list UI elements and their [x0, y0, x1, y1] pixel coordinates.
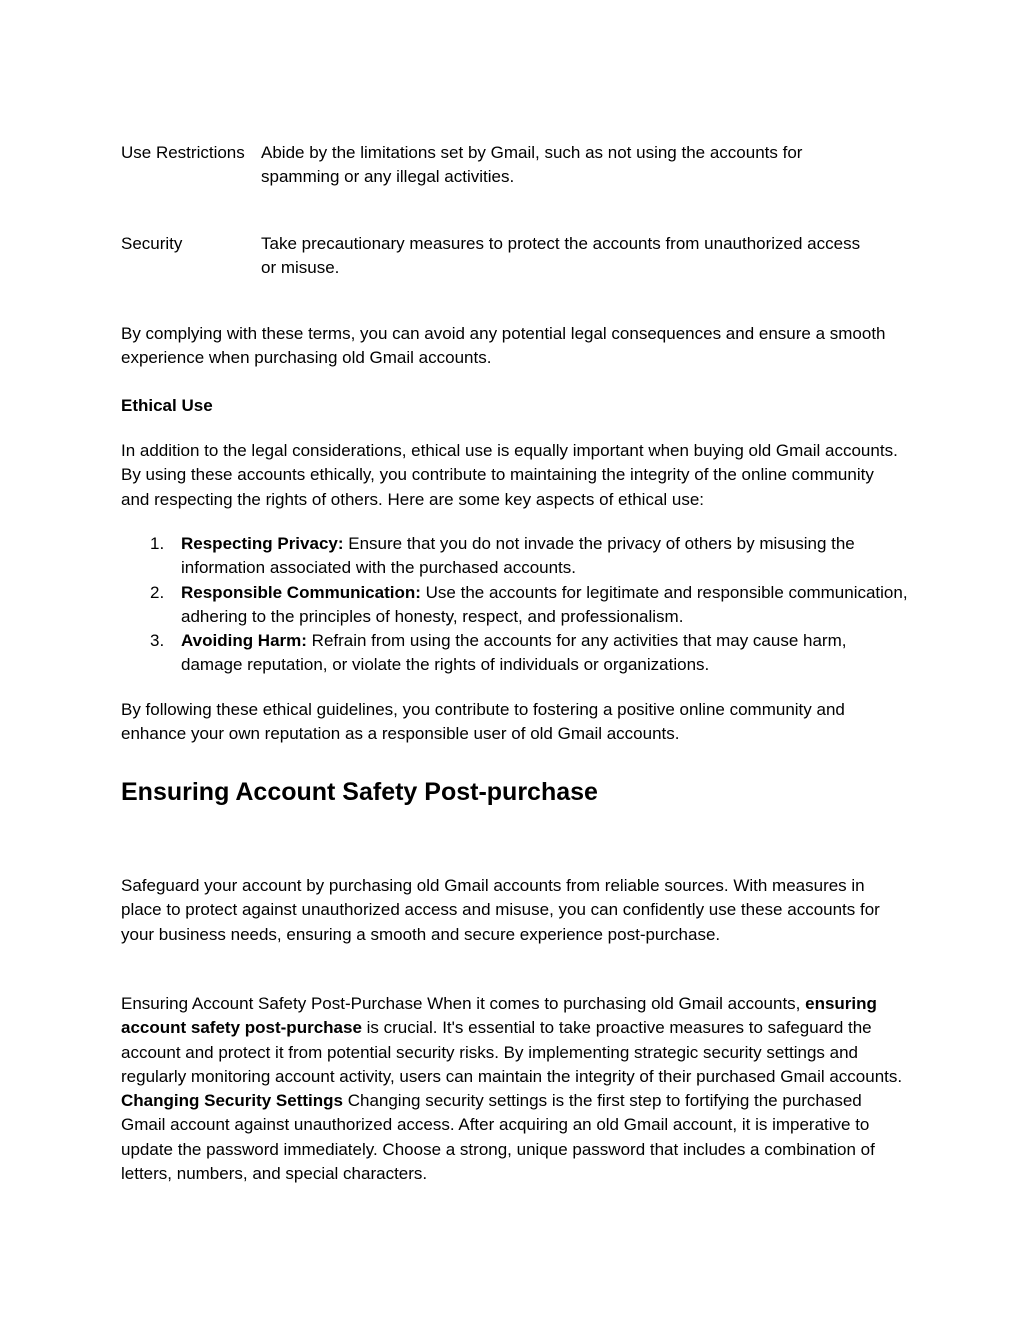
list-item-text: Use the accounts for legitimate and responsible communication, adhering to the principles of honesty, respect, and professionalism.	[181, 582, 908, 626]
text-run: Ensuring Account Safety Post-Purchase When it comes to purchasing old Gmail accounts,	[121, 994, 806, 1013]
bold-phrase: Changing Security Settings	[121, 1091, 343, 1111]
table-term: Security	[121, 234, 183, 253]
list-number: 1.	[150, 534, 165, 553]
safety-paragraph-1: Safeguard your account by purchasing old Gmail accounts from reliable sources. With measures in place to protect against unauthorized access and misuse, you can confidently use these accounts for your business needs, ensuring a smooth and secure experience post-purchase.	[121, 876, 880, 944]
list-item	[121, 629, 911, 678]
ethical-intro-paragraph: In addition to the legal considerations, ethical use is equally important when buying old Gmail accounts. By using these accounts ethically, you contribute to maintaining the integrity of the online community and respecting the rights of others. Here are some key aspects of ethical use:	[121, 441, 898, 509]
table-description: Take precautionary measures to protect the accounts from unauthorized access or misuse.	[261, 234, 861, 277]
table-description: Abide by the limitations set by Gmail, such as not using the accounts for spamming or any illegal activities.	[261, 143, 803, 186]
ethical-conclusion-paragraph: By following these ethical guidelines, you contribute to fostering a positive online community and enhance your own reputation as a responsible user of old Gmail accounts.	[121, 700, 845, 744]
list-item	[121, 581, 911, 630]
list-item-text: Refrain from using the accounts for any activities that may cause harm, damage reputation, or violate the rights of individuals or organizations.	[181, 631, 847, 675]
table-term: Use Restrictions	[121, 143, 245, 162]
bold-phrase: ensuring account safety post-purchase	[121, 994, 877, 1038]
list-item	[121, 532, 911, 581]
list-number: 3.	[150, 631, 165, 651]
list-item-title: Respecting Privacy:	[181, 534, 344, 553]
ethical-list	[121, 532, 911, 678]
list-item-title: Responsible Communication:	[181, 582, 421, 602]
list-number: 2.	[150, 582, 165, 602]
ethical-use-heading: Ethical Use	[121, 396, 213, 415]
legal-conclusion-paragraph: By complying with these terms, you can avoid any potential legal consequences and ensure a smooth experience when purchasing old Gmail accounts.	[121, 324, 886, 368]
safety-paragraph-2	[121, 992, 906, 1186]
text-run: is crucial. It's essential to take proactive measures to safeguard the account and protect it from potential security risks. By implementing strategic security settings and regularly monitoring account activity, users can maintain the integrity of their purchased Gmail accounts.	[121, 1018, 903, 1086]
text-run: Changing security settings is the first step to fortifying the purchased Gmail account against unauthorized access. After acquiring an old Gmail account, it is imperative to update the password immediately. Choose a strong, unique password that includes a combination of letters, numbers, and special characters.	[121, 1091, 875, 1184]
section-heading: Ensuring Account Safety Post-purchase	[121, 778, 598, 806]
list-item-title: Avoiding Harm:	[181, 631, 307, 651]
list-item-text: Ensure that you do not invade the privacy of others by misusing the information associated with the purchased accounts.	[181, 534, 855, 578]
